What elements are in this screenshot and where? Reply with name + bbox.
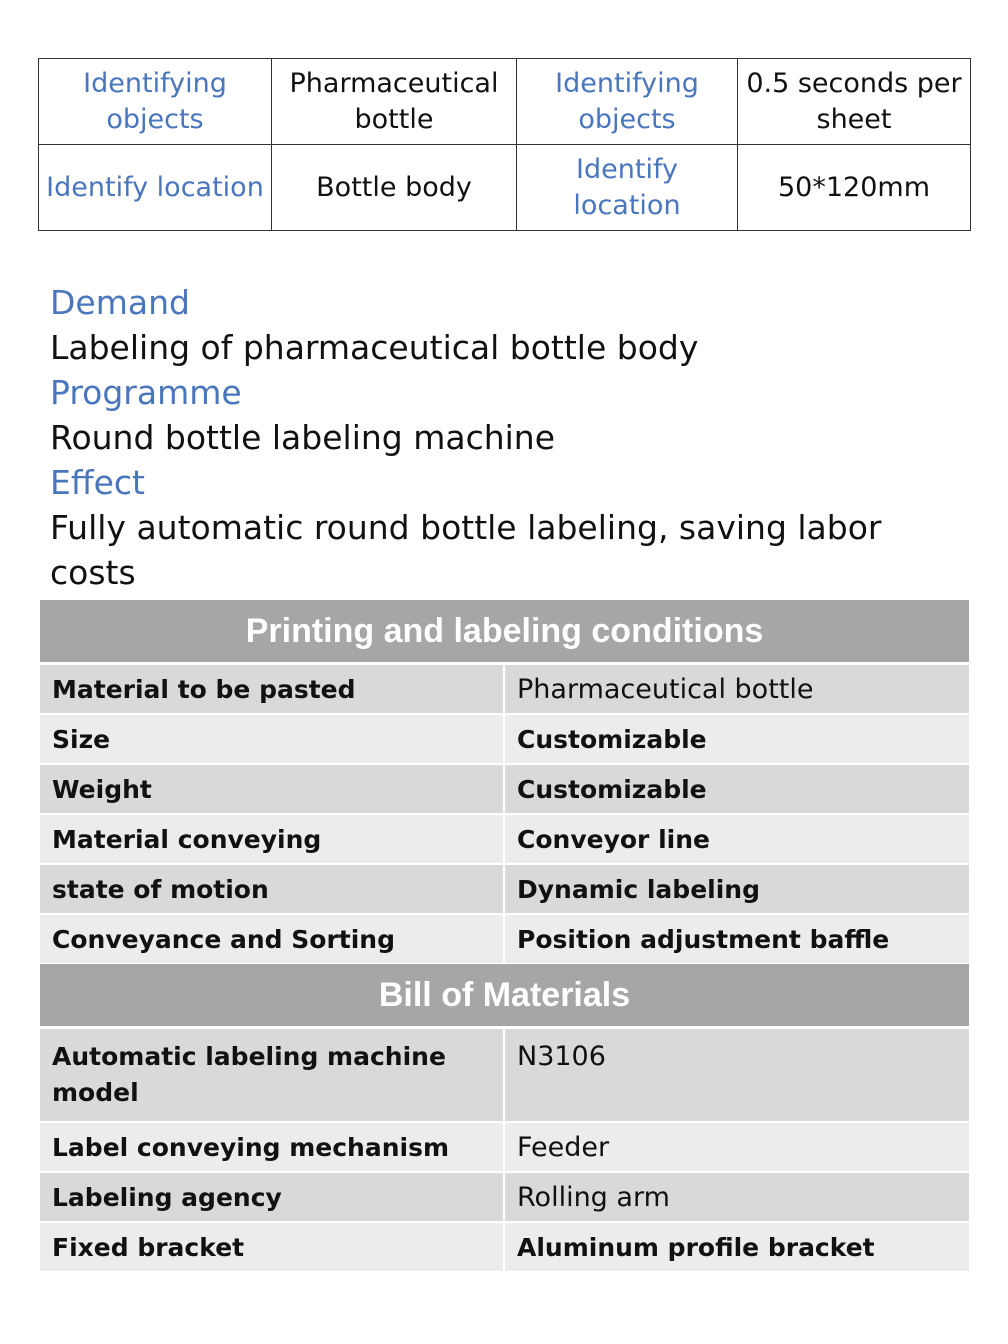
- info-label: Identifying objects: [39, 59, 272, 145]
- requirements-section: [50, 280, 950, 595]
- effect-heading: Effect: [50, 463, 145, 502]
- condition-value: Customizable: [505, 765, 969, 815]
- info-label: Identify location: [517, 145, 738, 231]
- table-row: [40, 665, 969, 715]
- info-row: [39, 145, 971, 231]
- condition-value: Conveyor line: [505, 815, 969, 865]
- table-row: [40, 915, 969, 965]
- condition-key: Size: [40, 715, 505, 765]
- info-table: [38, 58, 971, 231]
- condition-key: Material to be pasted: [40, 665, 505, 715]
- info-value: 0.5 seconds per sheet: [738, 59, 971, 145]
- table-row: [40, 1173, 969, 1223]
- bom-key: Automatic labeling machine model: [40, 1029, 505, 1123]
- demand-heading: Demand: [50, 283, 190, 322]
- info-value: 50*120mm: [738, 145, 971, 231]
- bom-value: Feeder: [505, 1123, 969, 1173]
- info-label: Identify location: [39, 145, 272, 231]
- bom-value: N3106: [505, 1029, 969, 1123]
- bom-value: Aluminum profile bracket: [505, 1223, 969, 1273]
- condition-value: Position adjustment baffle: [505, 915, 969, 965]
- table-row: [40, 1123, 969, 1173]
- info-value: Bottle body: [272, 145, 517, 231]
- condition-value: Dynamic labeling: [505, 865, 969, 915]
- bom-table: [40, 964, 969, 1273]
- table-row: [40, 865, 969, 915]
- bom-key: Label conveying mechanism: [40, 1123, 505, 1173]
- bom-key: Labeling agency: [40, 1173, 505, 1223]
- condition-key: Material conveying: [40, 815, 505, 865]
- bom-value: Rolling arm: [505, 1173, 969, 1223]
- info-label: Identifying objects: [517, 59, 738, 145]
- programme-text: Round bottle labeling machine: [50, 418, 556, 457]
- demand-text: Labeling of pharmaceutical bottle body: [50, 328, 699, 367]
- conditions-table: [40, 600, 969, 965]
- table-row: [40, 815, 969, 865]
- conditions-title: Printing and labeling conditions: [40, 600, 969, 665]
- condition-value: Pharmaceutical bottle: [505, 665, 969, 715]
- info-row: [39, 59, 971, 145]
- bom-key: Fixed bracket: [40, 1223, 505, 1273]
- table-row: [40, 1029, 969, 1123]
- condition-value: Customizable: [505, 715, 969, 765]
- condition-key: Weight: [40, 765, 505, 815]
- effect-text: Fully automatic round bottle labeling, saving labor costs: [50, 508, 882, 592]
- condition-key: state of motion: [40, 865, 505, 915]
- info-value: Pharmaceutical bottle: [272, 59, 517, 145]
- condition-key: Conveyance and Sorting: [40, 915, 505, 965]
- bom-title: Bill of Materials: [40, 964, 969, 1029]
- programme-heading: Programme: [50, 373, 242, 412]
- table-row: [40, 765, 969, 815]
- table-row: [40, 715, 969, 765]
- table-row: [40, 1223, 969, 1273]
